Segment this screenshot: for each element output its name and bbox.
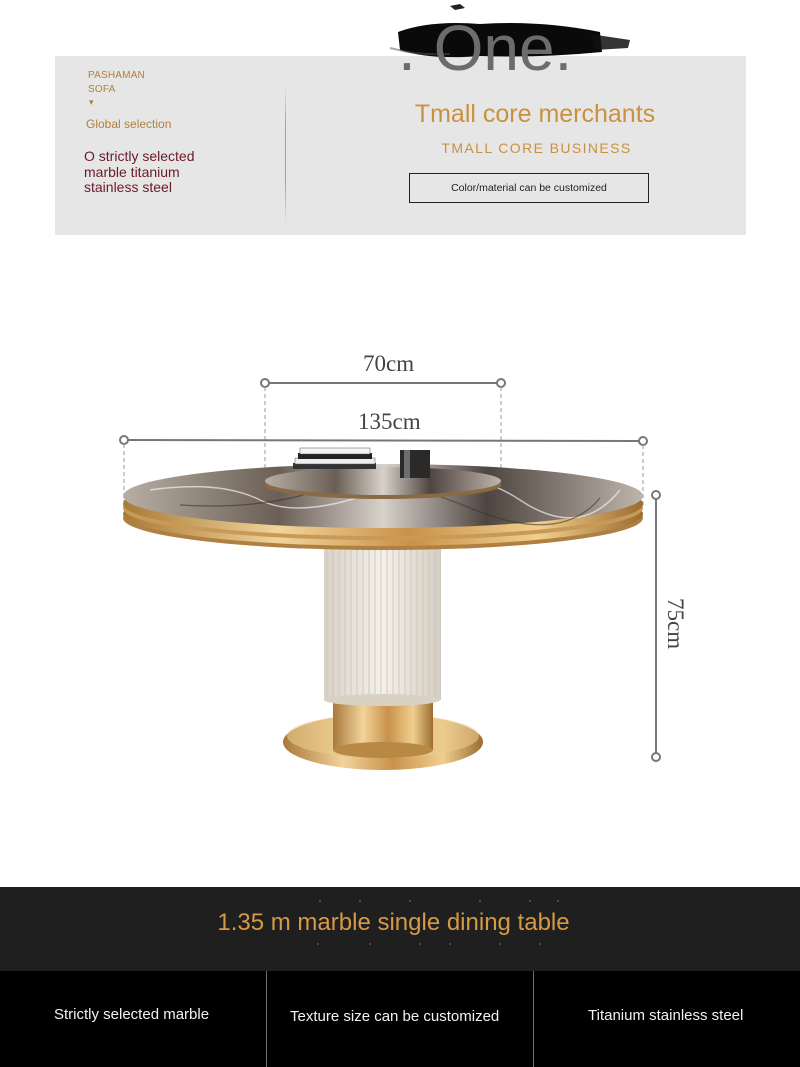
feature-label: Titanium stainless steel: [588, 1007, 744, 1024]
customizable-badge: Color/material can be customized: [409, 173, 649, 203]
turntable-dimension-label: 70cm: [363, 351, 415, 376]
strict-selection-text: O strictly selected marble titanium stainless steel: [84, 148, 195, 195]
brand-name: [88, 69, 145, 97]
product-title: 1.35 m marble single dining table: [217, 909, 570, 936]
vertical-divider: [285, 84, 286, 224]
business-subheading: TMALL CORE BUSINESS: [441, 140, 632, 156]
feature-steel: [534, 971, 800, 1067]
decorative-dots-bottom: [300, 942, 580, 946]
diameter-dimension-label: 135cm: [358, 409, 421, 434]
decorative-dots-top: [300, 899, 580, 903]
merchants-heading: Tmall core merchants: [414, 100, 656, 128]
feature-strip: [0, 971, 800, 1067]
brand-line-2: SOFA: [88, 84, 116, 95]
brand-line-1: PASHAMAN: [88, 70, 145, 81]
feature-customizable: [267, 971, 533, 1067]
feature-marble: [0, 971, 266, 1067]
global-selection-label: Global selection: [86, 117, 172, 131]
feature-label: Strictly selected marble: [54, 1006, 210, 1023]
feature-label: Texture size can be customized: [290, 1008, 500, 1025]
triangle-down-icon: ▾: [89, 97, 94, 107]
dining-table-illustration: [0, 340, 800, 790]
product-title-band: [0, 887, 800, 971]
one-title: . One.: [398, 12, 573, 84]
height-dimension-label: 75cm: [663, 598, 688, 650]
